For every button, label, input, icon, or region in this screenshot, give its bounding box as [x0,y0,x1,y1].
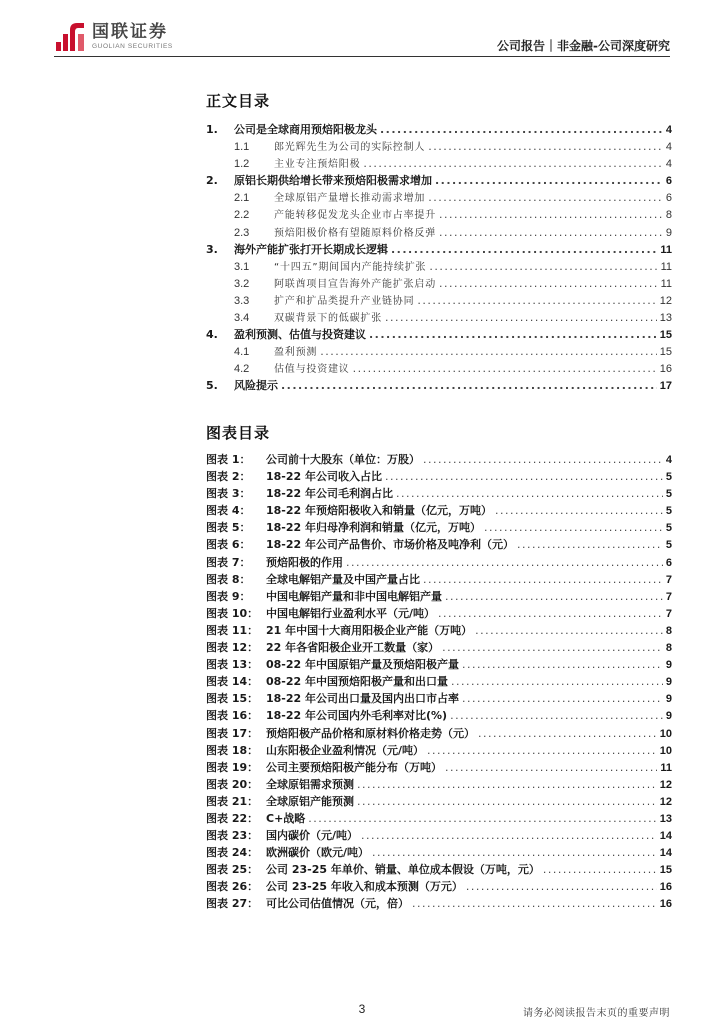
figure-leader-dots [372,844,657,861]
toc-entry[interactable] [206,309,672,326]
figure-entry[interactable] [206,707,672,724]
toc-entry-number: 1.2 [234,158,250,171]
toc-leader-dots [429,258,657,275]
figure-entry-page: 5 [665,505,672,518]
toc-entry-title: 公司是全球商用预焙阳极龙头 [234,123,377,136]
figure-entry-title: 全球原铝需求预测 [266,777,354,791]
figure-entry-title: 公司 23-25 年收入和成本预测（万元） [266,880,463,894]
figure-index [206,451,672,913]
figure-entry[interactable] [206,861,672,878]
figure-entry-page: 16 [659,881,672,894]
report-type-label: 公司报告｜非金融-公司深度研究 [497,39,670,53]
toc-leader-dots [439,206,663,223]
figure-leader-dots [423,571,663,588]
toc-entry-page: 11 [660,243,672,256]
figure-entry-number: 图表 24： [206,846,259,860]
figure-leader-dots [484,519,663,536]
toc-entry-title: 海外产能扩张打开长期成长逻辑 [234,242,388,256]
table-of-contents [206,121,672,395]
toc-entry[interactable] [206,224,672,241]
figure-entry-page: 5 [665,488,672,501]
figure-entry[interactable] [206,810,672,827]
figure-leader-dots [517,536,663,553]
figure-entry-title: 山东阳极企业盈利情况（元/吨） [266,743,425,757]
header-divider [54,56,670,57]
figure-entry-number: 图表 8： [206,572,251,586]
figure-leader-dots [385,468,663,485]
figure-leader-dots [462,690,663,707]
figure-leader-dots [478,725,657,742]
figure-entry-page: 11 [660,761,672,774]
figure-entry[interactable] [206,776,672,793]
toc-entry-title: 双碳背景下的低碳扩张 [274,313,382,325]
figure-entry-title: 预焙阳极产品价格和原材料价格走势（元） [266,726,475,740]
figure-entry-number: 图表 14： [206,675,259,689]
toc-entry-title: 预焙阳极价格有望随原料价格反弹 [274,227,436,239]
company-logo [54,20,173,52]
toc-entry[interactable] [206,155,672,172]
figure-entry[interactable] [206,895,672,912]
figure-entry[interactable] [206,690,672,707]
figure-entry-page: 6 [665,556,672,569]
figure-entry-title: 22 年各省阳极企业开工数量（家） [266,641,440,655]
figure-entry[interactable] [206,451,672,468]
figure-entry-title: 18-22 年公司产品售价、市场价格及吨净利（元） [266,538,515,552]
toc-leader-dots [369,326,657,343]
figure-entry-page: 14 [659,830,672,843]
figure-entry[interactable] [206,639,672,656]
logo-chinese-name: 国联证券 [92,21,168,42]
toc-entry[interactable] [206,258,672,275]
figure-entry-number: 图表 17： [206,726,259,740]
toc-entry-title: 阿联酋项目宣告海外产能扩张启动 [274,278,436,290]
toc-leader-dots [391,241,657,258]
toc-entry-number: 3.4 [234,312,250,325]
figure-entry-page: 8 [665,624,672,637]
figure-entry[interactable] [206,588,672,605]
figure-entry-number: 图表 3： [206,487,251,501]
figure-entry-page: 13 [659,812,672,825]
figure-leader-dots [361,827,657,844]
toc-title: 正文目录 [206,92,271,110]
toc-entry[interactable] [206,121,672,138]
toc-leader-dots [428,138,663,155]
toc-entry-number: 4.1 [234,346,250,359]
toc-entry-page: 9 [665,226,672,239]
toc-entry-number: 3.3 [234,294,250,307]
guolian-logo-icon [54,20,86,52]
figure-entry[interactable] [206,502,672,519]
figure-entry-page: 5 [665,471,672,484]
figure-entry-number: 图表 13： [206,658,259,672]
toc-entry[interactable] [206,206,672,223]
toc-leader-dots [417,292,656,309]
figure-leader-dots [495,502,663,519]
figure-leader-dots [308,810,656,827]
toc-entry[interactable] [206,275,672,292]
toc-entry-page: 16 [659,363,672,376]
figure-entry-page: 9 [665,693,672,706]
toc-leader-dots [385,309,657,326]
figure-entry-page: 16 [659,898,672,911]
figure-index-title: 图表目录 [206,424,271,442]
figure-entry-number: 图表 16： [206,709,259,723]
figure-entry-number: 图表 15： [206,692,259,706]
figure-entry-page: 9 [665,659,672,672]
figure-entry-title: 全球电解铝产量及中国产量占比 [266,572,420,586]
toc-entry-number: 2.3 [234,226,250,239]
figure-entry[interactable] [206,725,672,742]
toc-entry-page: 15 [659,329,672,342]
toc-entry-page: 6 [665,192,672,205]
figure-leader-dots [442,639,663,656]
toc-entry-title: 盈利预测、估值与投资建议 [234,328,366,342]
figure-leader-dots [412,895,657,912]
toc-leader-dots [320,343,657,360]
toc-entry[interactable] [206,189,672,206]
figure-entry[interactable] [206,793,672,810]
figure-entry-title: C+战略 [266,811,306,825]
figure-entry-title: 18-22 年公司毛利润占比 [266,487,394,501]
toc-entry-number: 5. [206,379,218,393]
toc-entry-title: 风险提示 [234,379,278,393]
figure-leader-dots [445,588,663,605]
figure-entry-number: 图表 12： [206,641,259,655]
figure-entry-page: 14 [659,847,672,860]
toc-entry-page: 17 [659,380,672,393]
figure-entry[interactable] [206,878,672,895]
figure-leader-dots [357,793,657,810]
toc-leader-dots [380,121,663,138]
figure-entry-title: 预焙阳极的作用 [266,555,343,569]
figure-entry-title: 公司 23-25 年单价、销量、单位成本假设（万吨，元） [266,863,540,877]
toc-entry-title: 原铝长期供给增长带来预焙阳极需求增加 [234,174,432,188]
toc-leader-dots [439,275,658,292]
toc-entry-number: 2. [206,174,218,188]
page-number: 3 [358,1002,366,1016]
figure-entry-number: 图表 9： [206,589,251,603]
toc-entry-page: 4 [665,141,672,154]
toc-entry-page: 11 [660,260,672,273]
logo-english-name: GUOLIAN SECURITIES [92,42,173,50]
toc-leader-dots [363,155,662,172]
figure-entry-number: 图表 19： [206,760,259,774]
figure-leader-dots [543,861,657,878]
figure-entry-number: 图表 5： [206,521,251,535]
toc-entry-number: 3. [206,242,218,256]
figure-entry[interactable] [206,554,672,571]
toc-leader-dots [428,189,663,206]
figure-entry-title: 中国电解铝产量和非中国电解铝产量 [266,589,442,603]
toc-entry-page: 11 [660,277,672,290]
figure-leader-dots [346,554,663,571]
figure-entry[interactable] [206,519,672,536]
toc-entry-number: 4. [206,328,218,342]
toc-entry-page: 4 [665,124,672,136]
figure-entry[interactable] [206,485,672,502]
figure-leader-dots [427,742,657,759]
figure-entry[interactable] [206,673,672,690]
figure-entry-number: 图表 25： [206,863,259,877]
figure-entry-title: 08-22 年中国预焙阳极产量和出口量 [266,675,449,689]
figure-entry[interactable] [206,468,672,485]
figure-entry-title: 欧洲碳价（欧元/吨） [266,846,370,860]
toc-entry-number: 3.1 [234,260,250,273]
figure-leader-dots [462,656,663,673]
toc-entry-page: 6 [665,175,672,188]
figure-entry-number: 图表 2： [206,470,251,484]
page-header [0,0,724,62]
figure-entry-page: 10 [659,727,672,740]
toc-entry[interactable] [206,292,672,309]
figure-entry-title: 08-22 年中国原铝产量及预焙阳极产量 [266,658,460,672]
toc-entry-page: 13 [659,312,672,325]
toc-entry[interactable] [206,172,672,189]
toc-leader-dots [281,377,657,394]
figure-entry[interactable] [206,622,672,639]
figure-leader-dots [357,776,657,793]
toc-leader-dots [353,360,657,377]
figure-entry-title: 公司前十大股东（单位：万股） [266,453,420,466]
figure-entry-title: 21 年中国十大商用阳极企业产能（万吨） [266,623,473,637]
figure-entry[interactable] [206,742,672,759]
figure-entry-number: 图表 21： [206,794,259,808]
figure-entry-title: 18-22 年公司国内外毛利率对比(%) [266,709,448,723]
figure-leader-dots [466,878,657,895]
figure-entry-title: 18-22 年公司出口量及国内出口市占率 [266,692,460,706]
toc-entry-page: 15 [659,346,672,359]
figure-entry[interactable] [206,827,672,844]
figure-leader-dots [438,605,663,622]
figure-entry-page: 7 [665,573,672,586]
figure-entry[interactable] [206,759,672,776]
figure-entry-page: 5 [665,539,672,552]
figure-entry-title: 中国电解铝行业盈利水平（元/吨） [266,606,436,620]
figure-entry-page: 4 [665,454,672,466]
figure-entry-title: 国内碳价（元/吨） [266,829,359,843]
figure-entry-page: 9 [665,710,672,723]
figure-entry[interactable] [206,605,672,622]
figure-entry-number: 图表 7： [206,555,251,569]
figure-entry-title: 公司主要预焙阳极产能分布（万吨） [266,760,442,774]
figure-leader-dots [423,451,663,468]
figure-entry-page: 5 [665,522,672,535]
figure-entry-number: 图表 18： [206,743,259,757]
toc-entry-title: 产能转移促发龙头企业市占率提升 [274,210,436,222]
figure-entry-number: 图表 26： [206,880,259,894]
toc-entry-number: 4.2 [234,363,250,376]
figure-entry[interactable] [206,656,672,673]
figure-entry-number: 图表 4： [206,504,251,518]
figure-entry-title: 18-22 年预焙阳极收入和销量（亿元，万吨） [266,504,493,518]
toc-entry-title: 全球原铝产量增长推动需求增加 [274,193,426,205]
figure-entry-title: 18-22 年归母净利润和销量（亿元，万吨） [266,521,482,535]
figure-entry-number: 图表 20： [206,777,259,791]
toc-entry-title: 扩产和扩品类提升产业链协同 [274,295,415,307]
toc-entry-number: 1.1 [234,141,250,154]
toc-leader-dots [439,224,663,241]
toc-entry-title: 估值与投资建议 [274,364,350,376]
toc-entry-title: “十四五”期间国内产能持续扩张 [274,261,427,273]
toc-entry-title: 郎光辉先生为公司的实际控制人 [274,142,426,154]
toc-entry[interactable] [206,326,672,343]
toc-entry-number: 2.2 [234,209,250,222]
figure-leader-dots [475,622,663,639]
figure-entry[interactable] [206,536,672,553]
figure-entry-number: 图表 27： [206,897,259,911]
toc-entry-page: 12 [659,294,672,307]
figure-entry-page: 7 [665,607,672,620]
toc-entry-page: 8 [665,209,672,222]
toc-entry-page: 4 [665,158,672,171]
figure-entry-page: 7 [665,590,672,603]
toc-entry[interactable] [206,360,672,377]
figure-entry-page: 12 [659,795,672,808]
figure-entry-page: 12 [659,778,672,791]
disclaimer-note: 请务必阅读报告末页的重要声明 [523,1008,670,1019]
toc-entry-number: 3.2 [234,277,250,290]
figure-entry-number: 图表 6： [206,538,251,552]
figure-entry-page: 8 [665,642,672,655]
figure-entry-number: 图表 23： [206,829,259,843]
toc-entry[interactable] [206,343,672,360]
figure-leader-dots [396,485,663,502]
toc-entry[interactable] [206,241,672,258]
toc-entry-title: 主业专注预焙阳极 [274,159,361,171]
toc-entry-number: 2.1 [234,192,250,205]
figure-entry[interactable] [206,571,672,588]
figure-entry-title: 18-22 年公司收入占比 [266,470,383,484]
figure-entry[interactable] [206,844,672,861]
toc-leader-dots [435,172,663,189]
figure-leader-dots [451,673,663,690]
figure-entry-number: 图表 10： [206,606,259,620]
figure-entry-number: 图表 1： [206,453,251,466]
figure-entry-title: 可比公司估值情况（元，倍） [266,897,409,911]
figure-entry-page: 10 [659,744,672,757]
figure-entry-number: 图表 11： [206,623,259,637]
figure-entry-title: 全球原铝产能预测 [266,794,354,808]
figure-leader-dots [445,759,657,776]
toc-entry[interactable] [206,138,672,155]
figure-leader-dots [450,707,663,724]
figure-entry-number: 图表 22： [206,811,259,825]
toc-entry-number: 1. [206,123,218,136]
toc-entry-title: 盈利预测 [274,347,318,359]
toc-entry[interactable] [206,377,672,394]
figure-entry-page: 9 [665,676,672,689]
figure-entry-page: 15 [659,864,672,877]
